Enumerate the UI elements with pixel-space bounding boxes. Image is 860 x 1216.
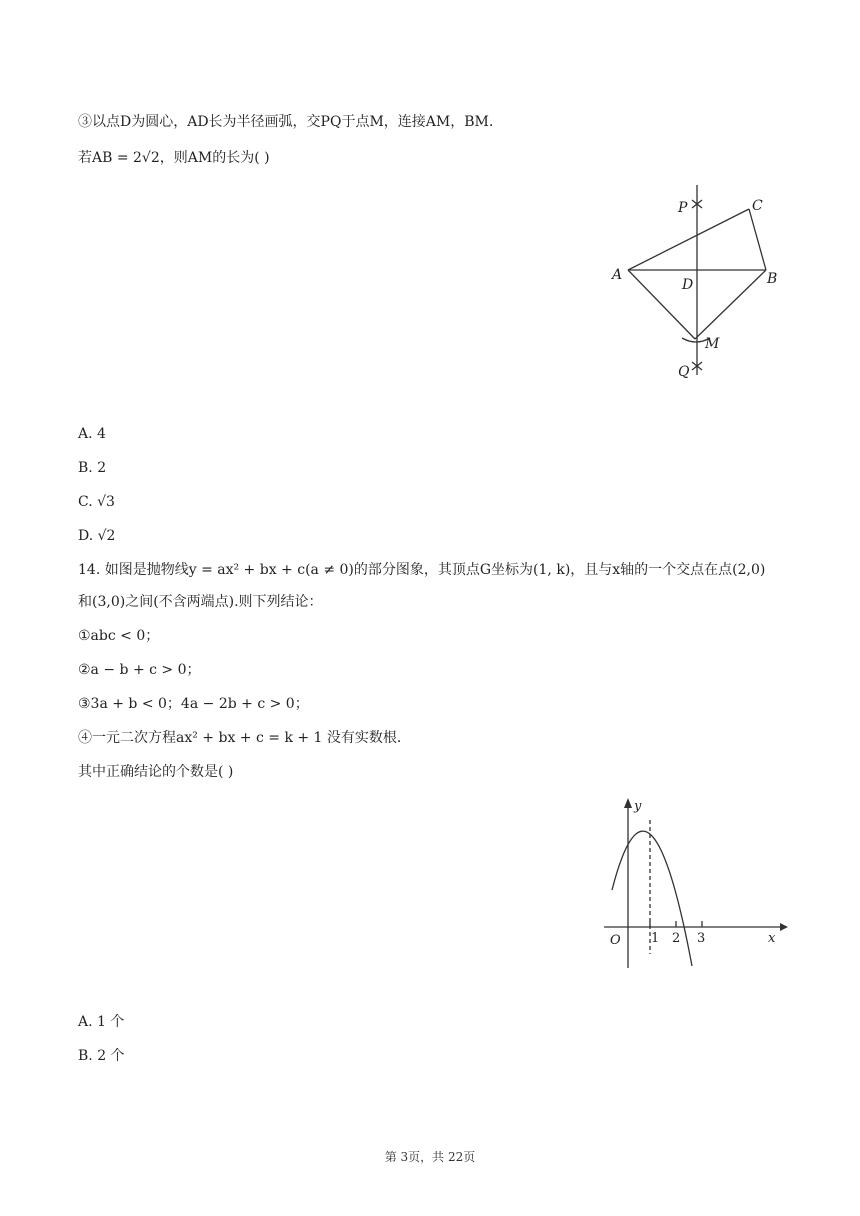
q13-option-b: B. 2 [78,460,107,476]
q14-option-a: A. 1 个 [78,1014,125,1030]
q14-statement-2: ②a − b + c > 0； [78,662,201,678]
q13-option-c: C. √3 [78,494,115,510]
q13-geometry-figure [600,180,800,380]
segment-bm [695,270,766,339]
q14-option-b: B. 2 个 [78,1048,125,1064]
label-q: Q [678,364,690,380]
x-axis-label: x [768,931,776,946]
q14-question: 其中正确结论的个数是( ) [78,764,234,780]
label-p: P [678,200,688,216]
q14-parabola-figure [596,794,790,972]
q13-option-a: A. 4 [78,426,106,442]
q13-condition: 若AB = 2√2，则AM的长为( ) [78,150,270,166]
label-b: B [767,271,778,287]
segment-cb [749,209,766,270]
segment-ac [628,209,749,270]
label-a: A [612,267,623,283]
q13-step3: ③以点D为圆心，AD长为半径画弧，交PQ于点M，连接AM，BM. [78,114,494,130]
y-axis-arrow [624,798,632,808]
x-axis-arrow [780,923,788,931]
label-m: M [705,336,720,352]
q14-stem-line2: 和(3,0)之间(不含两端点).则下列结论： [78,594,323,610]
q14-statement-1: ①abc < 0； [78,628,160,644]
label-c: C [752,198,763,214]
q14-stem-line1: 14. 如图是抛物线y = ax² + bx + c(a ≠ 0)的部分图象，其顶点G坐标为(1, k)，且与x轴的一个交点在点(2,0) [78,562,766,578]
tick-label-3: 3 [697,931,706,946]
label-d: D [682,277,694,293]
page-footer: 第 3页，共 22页 [384,1150,476,1164]
tick-label-2: 2 [672,931,681,946]
q14-statement-4: ④一元二次方程ax² + bx + c = k + 1 没有实数根. [78,730,402,746]
q14-statement-3: ③3a + b < 0；4a − 2b + c > 0； [78,696,309,712]
tick-label-1: 1 [651,931,660,946]
q13-option-d: D. √2 [78,528,116,544]
y-axis-label: y [634,799,642,814]
origin-label: O [610,933,621,948]
